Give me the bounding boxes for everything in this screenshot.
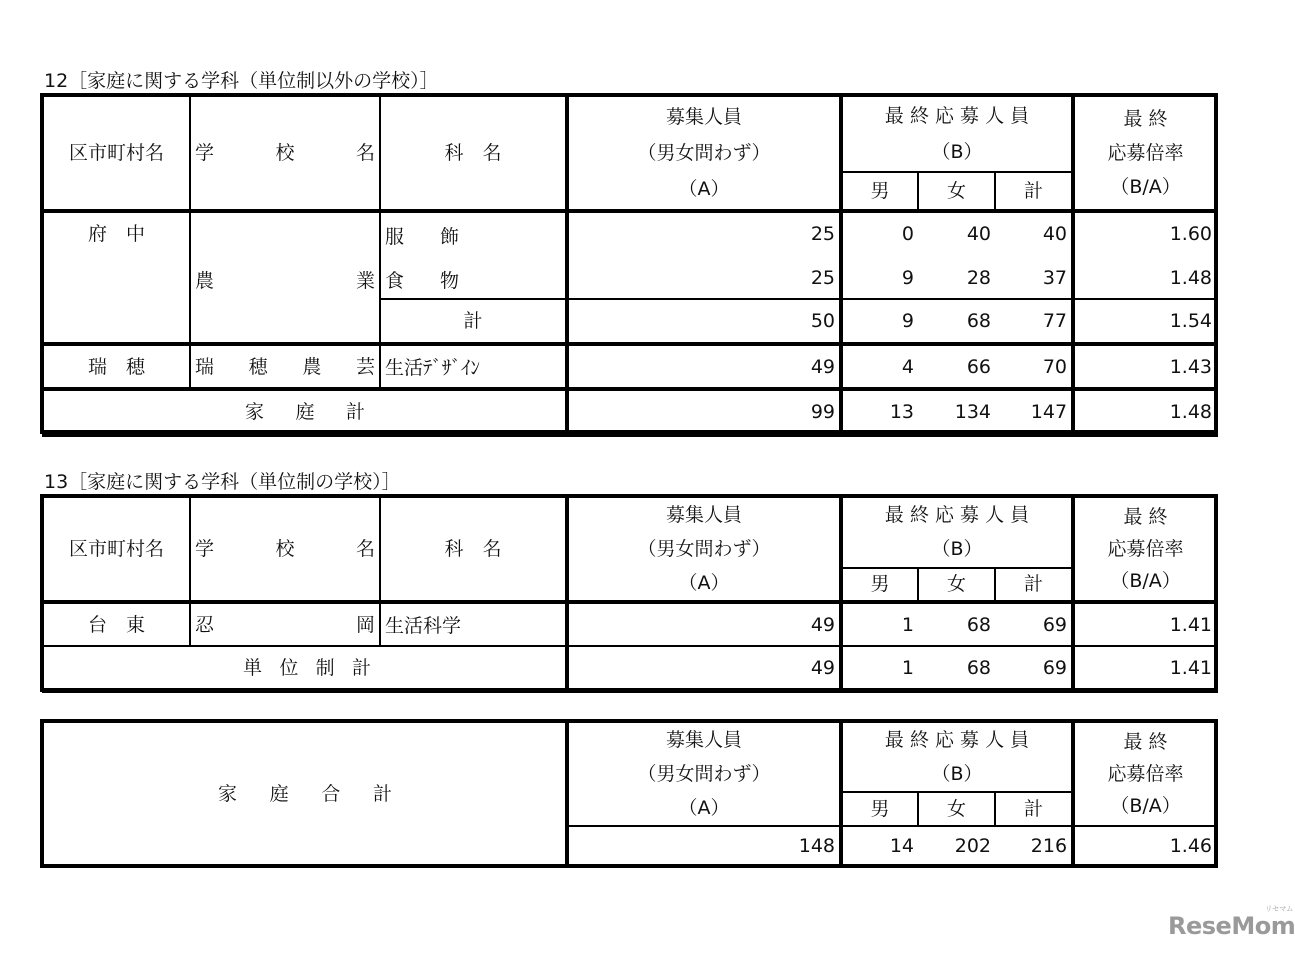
total-cell: 70 [995,344,1073,389]
header-total: 計 [995,792,1073,826]
subject-cell: 服 飾 食 物 [380,211,567,299]
grand-total-capacity: 148 [567,826,841,866]
total-female: 134 [918,389,995,435]
section-13-title: 13［家庭に関する学科（単位制の学校）］ [44,471,401,493]
total-ratio: 1.48 [1073,389,1217,435]
header-applicants: 最 終 応 募 人 員 （B） [841,497,1073,568]
subtotal-ratio: 1.54 [1073,299,1217,344]
grand-total-female: 202 [918,826,995,866]
resemom-logo: ReseMom リセマム [1168,905,1295,940]
capacity-cell: 25 25 [567,211,841,299]
header-female: 女 [918,792,995,826]
subject-cell: 生活科学 [380,602,567,646]
ratio-cell: 1.60 1.48 [1073,211,1217,299]
total-label: 単 位 制 計 [43,646,567,691]
header-ratio: 最 終 応募倍率 （B/A） [1073,96,1217,211]
grand-total-male: 14 [841,826,918,866]
header-district: 区市町村名 [43,96,190,211]
grand-total-label: 家 庭 合 計 [43,722,567,866]
school-cell: 瑞 穂 農 芸 [190,344,380,389]
section-13-table [42,496,1218,693]
subtotal-male: 9 [841,299,918,344]
header-district: 区市町村名 [43,497,190,602]
female-cell: 40 28 [918,211,995,299]
grand-total-total: 216 [995,826,1073,866]
section-12-title: 12［家庭に関する学科（単位制以外の学校）］ [44,70,439,92]
total-cell: 69 [995,602,1073,646]
table-row [43,602,1217,646]
header-school: 学 校 名 [190,497,380,602]
total-cell: 40 37 [995,211,1073,299]
header-capacity: 募集人員 （男女問わず） （A） [567,96,841,211]
header-male: 男 [841,172,918,211]
header-ratio: 最 終 応募倍率 （B/A） [1073,497,1217,602]
female-cell: 66 [918,344,995,389]
total-capacity: 99 [567,389,841,435]
ratio-cell: 1.41 [1073,602,1217,646]
district-cell: 府 中 [43,211,190,344]
total-capacity: 49 [567,646,841,691]
header-total: 計 [995,568,1073,602]
grand-total-table [42,721,1218,868]
total-total: 147 [995,389,1073,435]
male-cell: 0 9 [841,211,918,299]
section-12-table [42,95,1218,437]
table-row [43,344,1217,389]
header-ratio: 最 終 応募倍率 （B/A） [1073,722,1217,826]
header-total: 計 [995,172,1073,211]
subtotal-total: 77 [995,299,1073,344]
total-male: 13 [841,389,918,435]
header-male: 男 [841,568,918,602]
table-row [43,211,1217,299]
header-female: 女 [918,172,995,211]
grand-total-ratio: 1.46 [1073,826,1217,866]
ratio-cell: 1.43 [1073,344,1217,389]
female-cell: 68 [918,602,995,646]
male-cell: 4 [841,344,918,389]
subject-cell: 生活ﾃﾞｻﾞｲﾝ [380,344,567,389]
total-row [43,389,1217,435]
total-male: 1 [841,646,918,691]
header-male: 男 [841,792,918,826]
district-cell: 台 東 [43,602,190,646]
district-cell: 瑞 穂 [43,344,190,389]
subtotal-female: 68 [918,299,995,344]
subtotal-label: 計 [380,299,567,344]
capacity-cell: 49 [567,344,841,389]
total-label: 家 庭 計 [43,389,567,435]
header-subject: 科 名 [380,497,567,602]
total-female: 68 [918,646,995,691]
header-applicants: 最 終 応 募 人 員 （B） [841,96,1073,172]
school-cell: 農 業 [190,211,380,344]
header-subject: 科 名 [380,96,567,211]
male-cell: 1 [841,602,918,646]
subtotal-capacity: 50 [567,299,841,344]
header-female: 女 [918,568,995,602]
header-applicants: 最 終 応 募 人 員 （B） [841,722,1073,792]
total-ratio: 1.41 [1073,646,1217,691]
total-row [43,646,1217,691]
header-capacity: 募集人員 （男女問わず） （A） [567,722,841,826]
total-total: 69 [995,646,1073,691]
header-school: 学 校 名 [190,96,380,211]
capacity-cell: 49 [567,602,841,646]
school-cell: 忍 岡 [190,602,380,646]
header-capacity: 募集人員 （男女問わず） （A） [567,497,841,602]
